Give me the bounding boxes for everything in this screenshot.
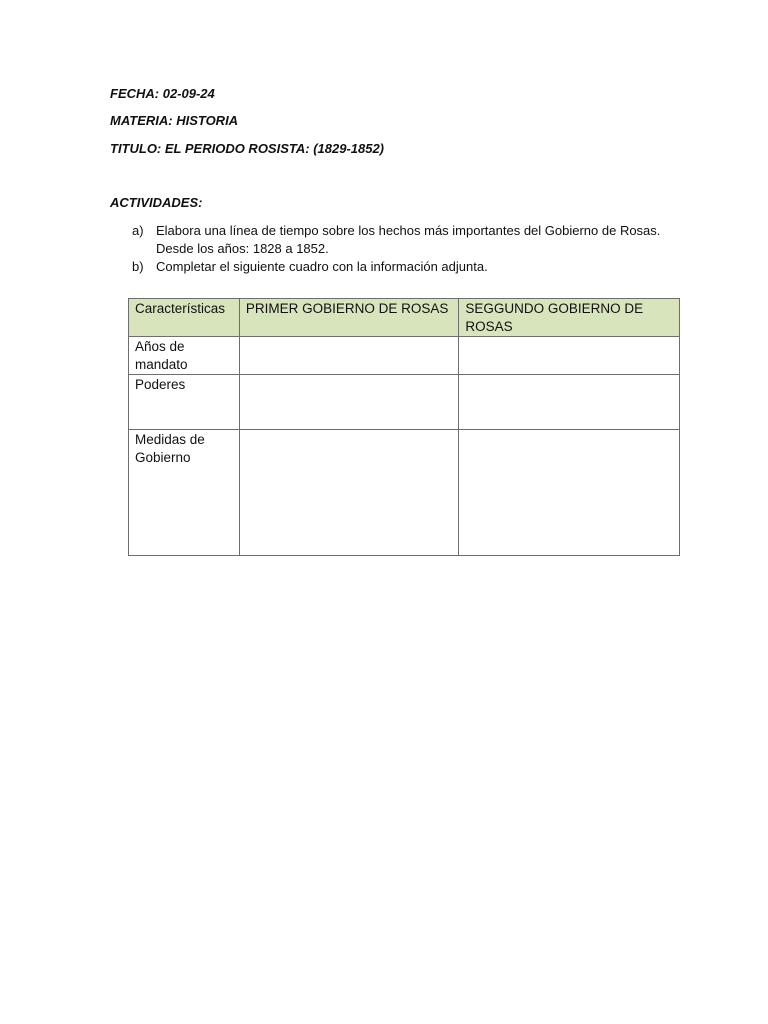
header-primer-gobierno: PRIMER GOBIERNO DE ROSAS xyxy=(239,299,459,337)
row-label-medidas-de-gobierno: Medidas de Gobierno xyxy=(129,430,240,556)
header-segundo-gobierno: SEGGUNDO GOBIERNO DE ROSAS xyxy=(459,299,680,337)
activity-text-line: Desde los años: 1828 a 1852. xyxy=(156,241,329,256)
activity-text-line: Elabora una línea de tiempo sobre los hechos más importantes del Gobierno de Rosas. xyxy=(156,223,661,238)
table-cell-segundo[interactable] xyxy=(459,430,680,556)
activity-marker: b) xyxy=(132,259,144,274)
table-header-row xyxy=(129,299,680,337)
title-line: TITULO: EL PERIODO ROSISTA: (1829-1852) xyxy=(110,141,385,156)
table-row xyxy=(129,430,680,556)
activity-item-a xyxy=(132,222,692,258)
table-cell-segundo[interactable] xyxy=(459,375,680,430)
table-cell-primer[interactable] xyxy=(239,337,459,375)
activities-list xyxy=(132,222,692,276)
row-label-anios-de-mandato: Años de mandato xyxy=(129,337,240,375)
date-line: FECHA: 02-09-24 xyxy=(110,86,215,101)
comparison-table xyxy=(128,298,680,556)
table-cell-segundo[interactable] xyxy=(459,337,680,375)
subject-line: MATERIA: HISTORIA xyxy=(110,113,239,128)
table-cell-primer[interactable] xyxy=(239,375,459,430)
activity-marker: a) xyxy=(132,223,144,238)
activity-text: Completar el siguiente cuadro con la información adjunta. xyxy=(156,259,488,274)
activities-heading: ACTIVIDADES: xyxy=(110,195,203,210)
row-label-poderes: Poderes xyxy=(129,375,240,430)
table-cell-primer[interactable] xyxy=(239,430,459,556)
table-row xyxy=(129,337,680,375)
activity-text xyxy=(156,222,692,258)
header-caracteristicas: Características xyxy=(129,299,240,337)
table-row xyxy=(129,375,680,430)
activity-item-b xyxy=(132,258,692,276)
